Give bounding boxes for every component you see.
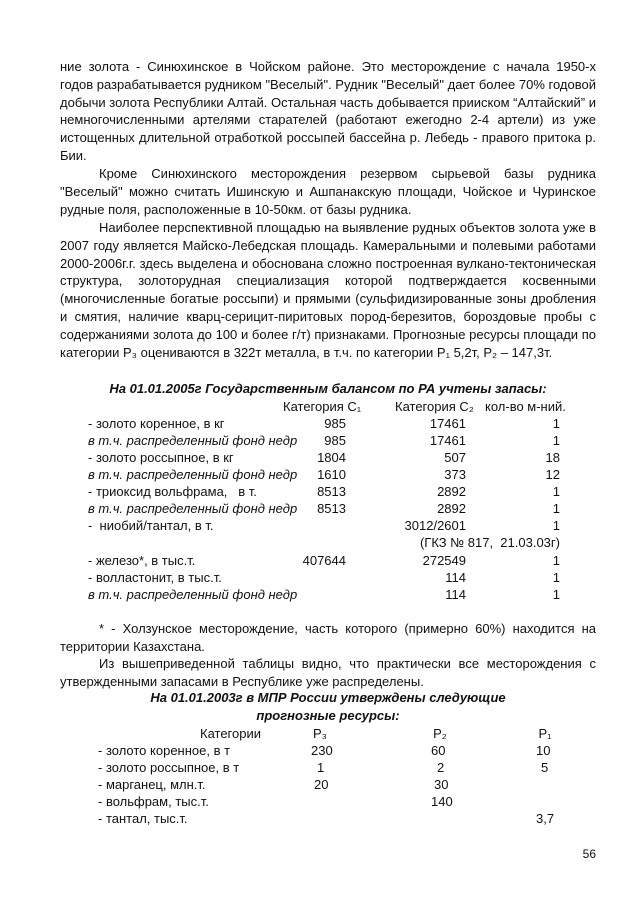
table2-title-line1: На 01.01.2003г в МПР России утверждены следующие (150, 690, 506, 705)
row-p2: 140 (431, 794, 453, 809)
table-row (0, 500, 640, 517)
table-row (0, 432, 640, 449)
row-count: 1 (552, 518, 560, 533)
row-p1: 10 (536, 743, 551, 758)
table1-header-c2: Категория С₂ (395, 399, 474, 414)
table2-header-p3: P₃ (313, 726, 327, 741)
row-count: 1 (552, 484, 560, 499)
row-c1: 8513 (317, 501, 346, 516)
table-row (0, 552, 640, 569)
row-count: 1 (552, 570, 560, 585)
row-label: - триоксид вольфрама, в т. (88, 484, 257, 499)
table-row (0, 415, 640, 432)
table-row (0, 742, 640, 759)
row-label: - железо*, в тыс.т. (88, 553, 196, 568)
table2-header-p2: P₂ (433, 726, 447, 741)
table-row (0, 776, 640, 793)
row-p2: 60 (431, 743, 446, 758)
row-p3: 20 (314, 777, 329, 792)
page-number: 56 (582, 847, 596, 861)
paragraph-maisko-lebedskaya: Наиболее перспективной площадью на выявление рудных объектов золота уже в 2007 году является Майско-Лебедская площадь. Камеральными и полевыми работами 2000-2006г.г. здесь выделена и обоснована сложно построенная вулкано-тектоническая структура, золоторудная специализация которой подтверждается косвенными (многочисленные богатые россыпи) и прямыми (сульфидизированные зоны дробления и смятия, наличие кварц-серицит-пиритовых пород-березитов, бороздовые пробы с содержаниями золота до 100 и более г/т) признаками. Прогнозные ресурсы площади по категории P₃ оцениваются в 322т металла, в т.ч. по категории P₁ 5,2т, P₂ – 147,3т. (60, 220, 596, 360)
row-p2: 30 (434, 777, 449, 792)
table-row (0, 534, 640, 551)
row-label: - марганец, млн.т. (98, 777, 206, 792)
row-label: - ниобий/тантал, в т. (88, 518, 214, 533)
row-count: 1 (552, 553, 560, 568)
table-row (0, 483, 640, 500)
table-row (0, 449, 640, 466)
row-c1: 8513 (317, 484, 346, 499)
row-label: - золото коренное, в т (98, 743, 231, 758)
table-row (0, 466, 640, 483)
row-c2: 114 (445, 587, 466, 602)
row-p3: 230 (311, 743, 333, 758)
row-label: в т.ч. распределенный фонд недр (88, 433, 298, 448)
row-p1: 5 (541, 760, 549, 775)
row-c2: 3012/2601 (404, 518, 466, 533)
table-row (0, 569, 640, 586)
row-p1: 3,7 (536, 811, 555, 826)
paragraph-reserve-base: Кроме Синюхинского месторождения резервом сырьевой базы рудника "Веселый" можно считать Ишинскую и Ашпанакскую площади, Чойское и Чуринское рудные поля, расположенные в 10-50км. от базы рудника. (60, 166, 596, 217)
row-label: - золото коренное, в кг (88, 416, 225, 431)
row-c1: 1610 (317, 467, 346, 482)
row-p2: 2 (437, 760, 445, 775)
row-c1: 985 (324, 416, 346, 431)
row-c1: 1804 (317, 450, 346, 465)
table-row (0, 586, 640, 603)
table2-header-row (0, 725, 640, 742)
row-c2: 2892 (437, 501, 466, 516)
row-c1: 985 (324, 433, 346, 448)
row-c2: 17461 (429, 416, 466, 431)
table1-header-c1: Категория С₁ (283, 399, 362, 414)
row-label: - волластонит, в тыс.т. (88, 570, 222, 585)
row-c2: 2892 (437, 484, 466, 499)
table2-header-label: Категории (200, 726, 261, 741)
row-count: 18 (545, 450, 560, 465)
row-c2: 17461 (429, 433, 466, 448)
row-note: (ГКЗ № 817, 21.03.03г) (419, 535, 560, 550)
row-count: 1 (552, 416, 560, 431)
row-label: в т.ч. распределенный фонд недр (88, 501, 298, 516)
table2-header-p1: P₁ (538, 726, 552, 741)
table1-header-count: кол-во м-ний. (485, 399, 566, 414)
paragraph-footnote-kholzun: * - Холзунское месторождение, часть которого (примерно 60%) находится на территории Казахстана. (60, 621, 596, 654)
row-count: 1 (552, 433, 560, 448)
row-c2: 272549 (422, 553, 466, 568)
paragraph-sinyukha: ние золота - Синюхинское в Чойском районе. Это месторождение с начала 1950-х годов разрабатывается рудником "Веселый". Рудник "Веселый" дает более 70% годовой добычи золота Республики Алтай. Остальная часть добывается прииском “Алтайский” и немногочисленными артелями старателей (работают ежегодно 2-4 артели) из уже истощенных длительной отработкой россыпей бассейна р. Лебедь - правого притока р. Бии. (60, 59, 596, 163)
table-row (0, 759, 640, 776)
row-count: 12 (545, 467, 560, 482)
row-c2: 373 (444, 467, 466, 482)
row-count: 1 (552, 501, 560, 516)
table-row (0, 793, 640, 810)
row-label: в т.ч. распределенный фонд недр (88, 587, 298, 602)
row-c2: 507 (444, 450, 466, 465)
row-label: - золото россыпное, в т (98, 760, 240, 775)
table1-title: На 01.01.2005г Государственным балансом по РА учтены запасы: (109, 381, 547, 396)
row-label: - тантал, тыс.т. (98, 811, 188, 826)
row-label: - вольфрам, тыс.т. (98, 794, 209, 809)
table2-title-line2: прогнозные ресурсы: (256, 708, 400, 723)
row-label: в т.ч. распределенный фонд недр (88, 467, 298, 482)
row-count: 1 (552, 587, 560, 602)
row-label: - золото россыпное, в кг (88, 450, 234, 465)
row-p3: 1 (317, 760, 325, 775)
paragraph-distributed: Из вышеприведенной таблицы видно, что практически все месторождения с утвержденными запасами в Республике уже распределены. (60, 656, 596, 689)
table-row (0, 517, 640, 534)
table-row (0, 810, 640, 827)
row-c1: 407644 (302, 553, 346, 568)
table1-header-row (0, 398, 640, 415)
row-c2: 114 (445, 570, 466, 585)
